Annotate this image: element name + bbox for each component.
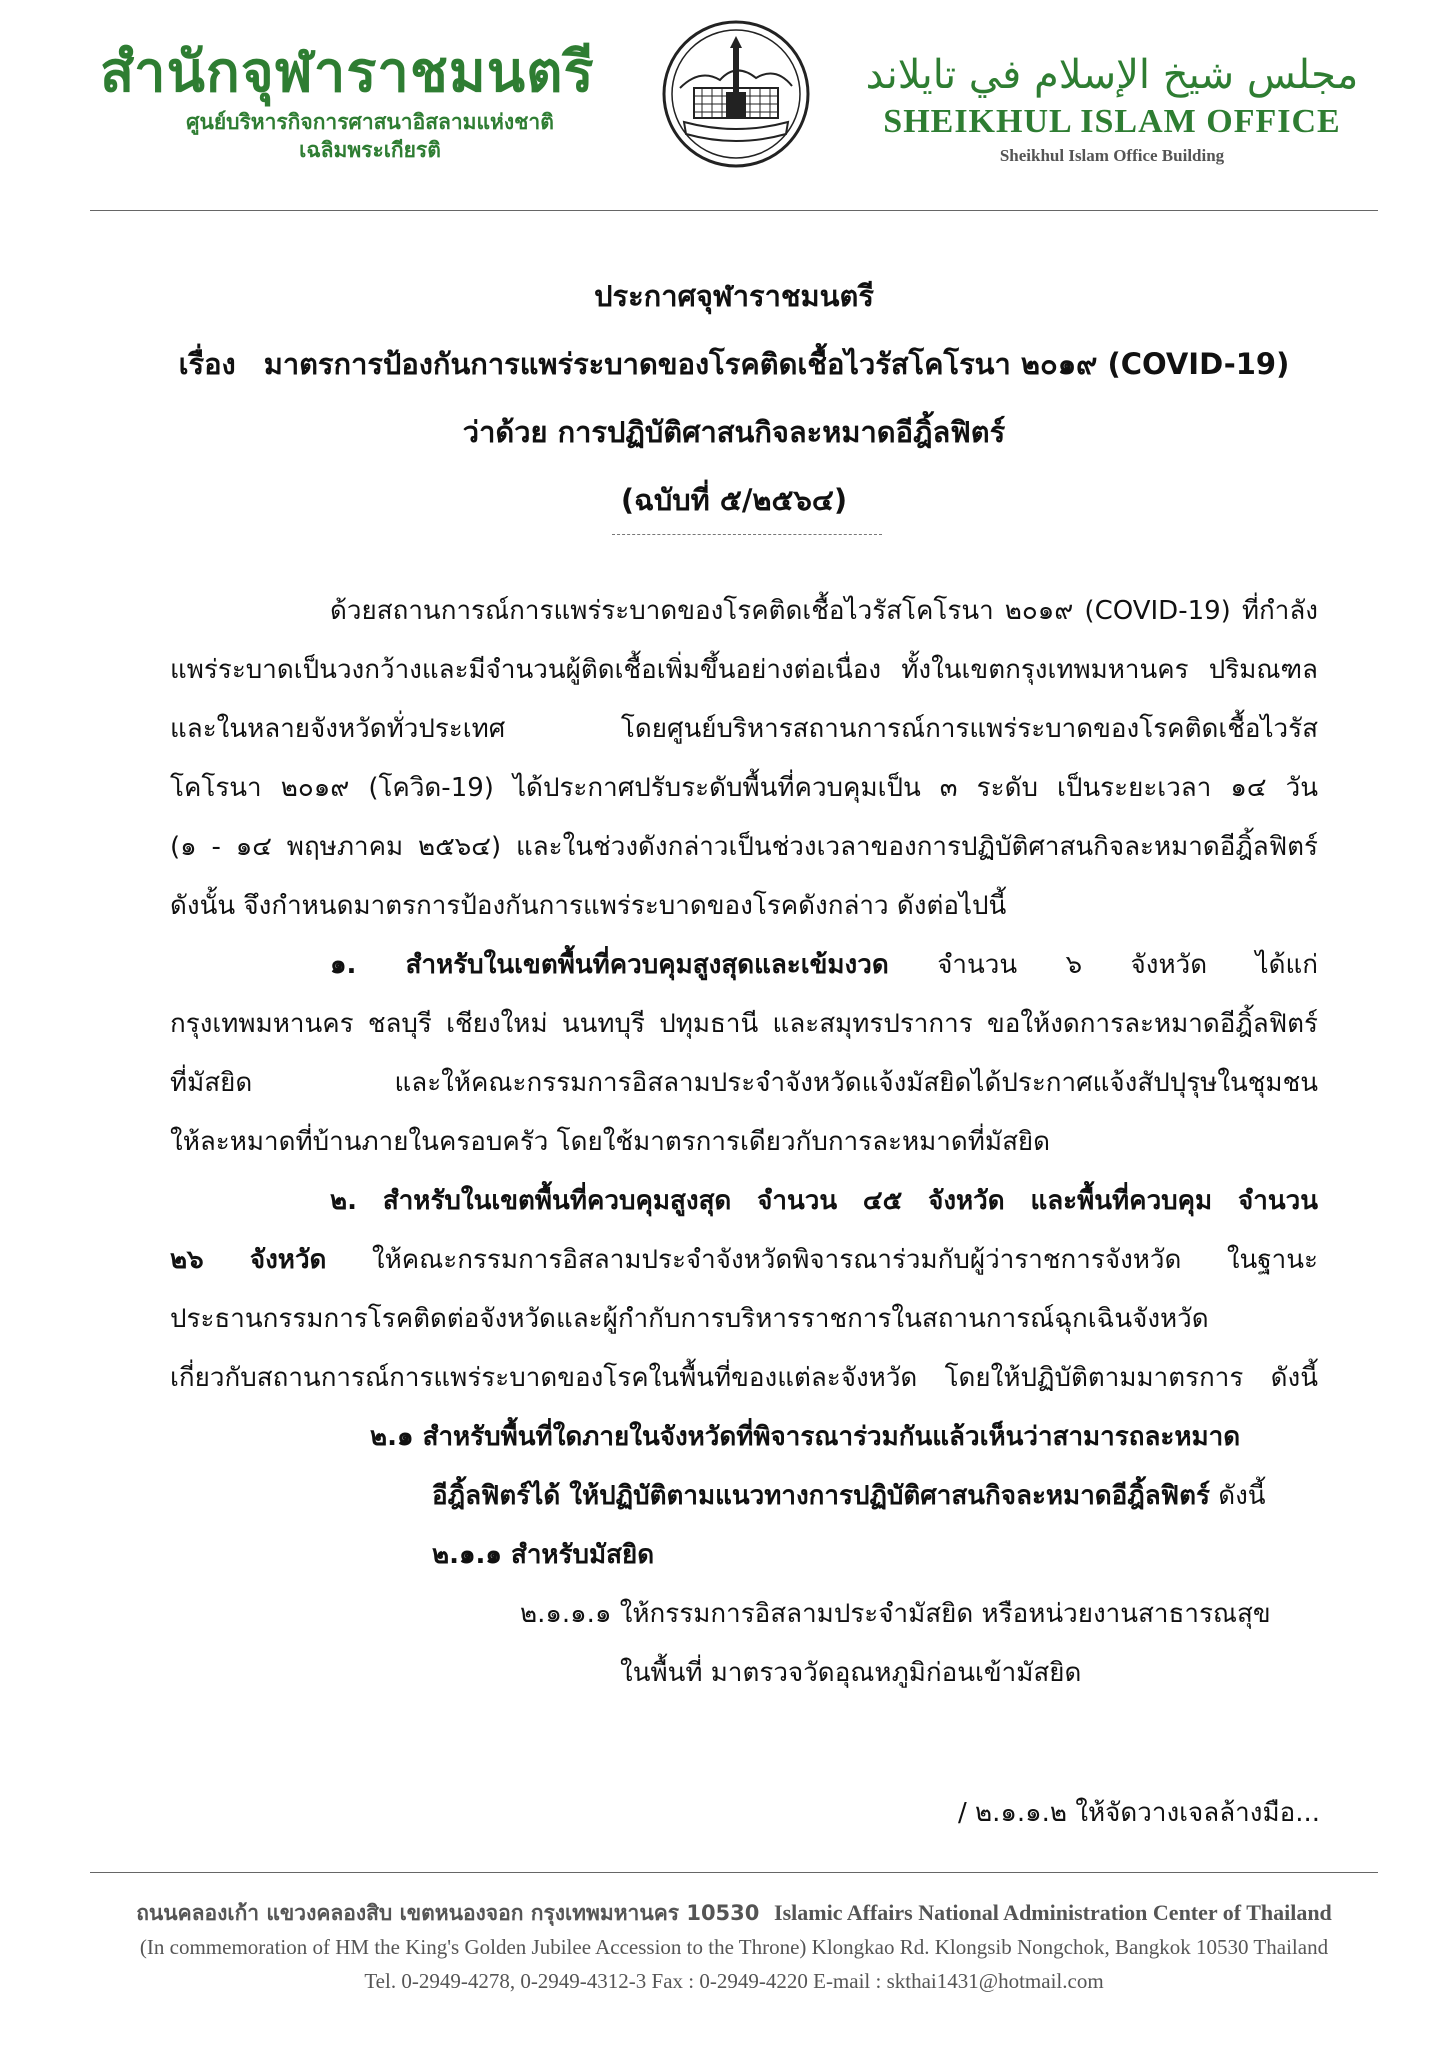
letterhead-thai bbox=[100, 38, 660, 164]
item-2-1-1-heading: ๒.๑.๑ สำหรับมัสยิด bbox=[432, 1540, 655, 1570]
item-1-title: ๑. สำหรับในเขตพื้นที่ควบคุมสูงสุดและเข้มงวด bbox=[330, 950, 889, 980]
item-1-heading bbox=[170, 942, 1318, 1001]
paragraph-line: แพร่ระบาดเป็นวงกว้างและมีจำนวนผู้ติดเชื้อเพิ่มขึ้นอย่างต่อเนื่อง ทั้งในเขตกรุงเทพมหานคร ปริมณฑล bbox=[170, 655, 1318, 685]
announcement-title bbox=[90, 262, 1378, 534]
item-2-province-count: ๒๖ จังหวัด bbox=[170, 1245, 327, 1275]
paragraph-line: กรุงเทพมหานคร ชลบุรี เชียงใหม่ นนทบุรี ปทุมธานี และสมุทรปราการ ขอให้งดการละหมาดอีฎิ้ลฟิตร์ bbox=[170, 1009, 1318, 1039]
office-arabic-name: مجلس شيخ الإسلام في تايلاند bbox=[865, 52, 1359, 98]
paragraph-line: ที่มัสยิด และให้คณะกรรมการอิสลามประจำจังหวัดแจ้งมัสยิดได้ประกาศแจ้งสัปปุรุษในชุมชน bbox=[170, 1068, 1318, 1098]
title-separator bbox=[612, 534, 882, 535]
footer bbox=[90, 1896, 1378, 1998]
office-thai-subtitle-2: เฉลิมพระเกียรติ bbox=[299, 138, 441, 162]
office-seal-logo bbox=[660, 18, 812, 170]
subject-label: เรื่อง bbox=[178, 347, 236, 381]
title-line-1: ประกาศจุฬาราชมนตรี bbox=[594, 279, 874, 313]
office-building-name: Sheikhul Islam Office Building bbox=[999, 146, 1225, 165]
footer-english-address: (In commemoration of HM the King's Golden Jubilee Accession to the Throne) Klongkao Rd. Klongsib Nongchok, Bangkok 10530 Thailand bbox=[139, 1935, 1329, 1959]
letterhead-english bbox=[852, 48, 1372, 170]
header-divider bbox=[90, 210, 1378, 211]
footer-address-line bbox=[90, 1896, 1378, 1930]
item-2-1-1-1-line-1: ๒.๑.๑.๑ ให้กรรมการอิสลามประจำมัสยิด หรือหน่วยงานสาธารณสุข bbox=[520, 1599, 1271, 1629]
title-line-4: (ฉบับที่ ๕/๒๕๖๔) bbox=[620, 483, 848, 517]
paragraph-line: โคโรนา ๒๐๑๙ (โควิด-19) ได้ประกาศปรับระดับพื้นที่ควบคุมเป็น ๓ ระดับ เป็นระยะเวลา ๑๔ วัน bbox=[170, 773, 1318, 803]
paragraph-line: ดังนั้น จึงกำหนดมาตรการป้องกันการแพร่ระบาดของโรคดังกล่าว ดังต่อไปนี้ bbox=[170, 891, 1007, 921]
footer-divider bbox=[90, 1872, 1378, 1873]
item-2-text: ให้คณะกรรมการอิสลามประจำจังหวัดพิจารณาร่วมกับผู้ว่าราชการจังหวัด ในฐานะ bbox=[371, 1245, 1318, 1275]
item-2-line-2 bbox=[170, 1237, 1318, 1296]
office-thai-name: สำนักจุฬาราชมนตรี bbox=[100, 40, 595, 105]
footer-center-name: Islamic Affairs National Administration Center of Thailand bbox=[774, 1900, 1332, 1925]
office-thai-subtitle-1: ศูนย์บริหารกิจการศาสนาอิสลามแห่งชาติ bbox=[186, 110, 554, 134]
footer-thai-address: ถนนคลองเก้า แขวงคลองสิบ เขตหนองจอก กรุงเทพมหานคร 10530 bbox=[136, 1901, 760, 1925]
paragraph-line: ประธานกรรมการโรคติดต่อจังหวัดและผู้กำกับการบริหารราชการในสถานการณ์ฉุกเฉินจังหวัด bbox=[170, 1304, 1209, 1334]
paragraph-line: และในหลายจังหวัดทั่วประเทศ โดยศูนย์บริหารสถานการณ์การแพร่ระบาดของโรคติดเชื้อไวรัส bbox=[170, 714, 1318, 744]
paragraph-line: (๑ - ๑๔ พฤษภาคม ๒๕๖๔) และในช่วงดังกล่าวเป็นช่วงเวลาของการปฏิบัติศาสนกิจละหมาดอีฎิ้ลฟิตร์ bbox=[170, 832, 1318, 862]
footer-contact: Tel. 0-2949-4278, 0-2949-4312-3 Fax : 0-2949-4220 E-mail : skthai1431@hotmail.com bbox=[364, 1969, 1104, 1993]
item-1-text: จำนวน ๖ จังหวัด ได้แก่ bbox=[937, 950, 1318, 980]
item-2-1-text: ดังนี้ bbox=[1218, 1481, 1266, 1511]
title-line-2 bbox=[90, 330, 1378, 398]
paragraph-line: เกี่ยวกับสถานการณ์การแพร่ระบาดของโรคในพื้นที่ของแต่ละจังหวัด โดยให้ปฏิบัติตามมาตรการ ดังนี้ bbox=[170, 1363, 1318, 1393]
item-2-1-bold-text: อีฎิ้ลฟิตร์ได้ ให้ปฏิบัติตามแนวทางการปฏิบัติศาสนกิจละหมาดอีฎิ้ลฟิตร์ bbox=[432, 1481, 1210, 1511]
letterhead bbox=[0, 0, 1448, 215]
announcement-body bbox=[170, 588, 1318, 1709]
item-2-1-1-1-line-2: ในพื้นที่ มาตรวจวัดอุณหภูมิก่อนเข้ามัสยิด bbox=[620, 1658, 1082, 1688]
item-2-heading: ๒. สำหรับในเขตพื้นที่ควบคุมสูงสุด จำนวน ๔๕ จังหวัด และพื้นที่ควบคุม จำนวน bbox=[330, 1186, 1318, 1216]
item-2-1-heading: ๒.๑ สำหรับพื้นที่ใดภายในจังหวัดที่พิจารณาร่วมกันแล้วเห็นว่าสามารถละหมาด bbox=[370, 1422, 1241, 1452]
continuation-note: / ๒.๑.๑.๒ ให้จัดวางเจลล้างมือ... bbox=[957, 1798, 1320, 1828]
paragraph-line: ให้ละหมาดที่บ้านภายในครอบครัว โดยใช้มาตรการเดียวกับการละหมาดที่มัสยิด bbox=[170, 1127, 1051, 1157]
paragraph-line: ด้วยสถานการณ์การแพร่ระบาดของโรคติดเชื้อไวรัสโคโรนา ๒๐๑๙ (COVID-19) ที่กำลัง bbox=[330, 596, 1318, 626]
subject-text: มาตรการป้องกันการแพร่ระบาดของโรคติดเชื้อไวรัสโคโรนา ๒๐๑๙ (COVID-19) bbox=[263, 347, 1290, 381]
item-2-1-line-2 bbox=[170, 1473, 1318, 1532]
office-english-name: SHEIKHUL ISLAM OFFICE bbox=[883, 103, 1341, 140]
title-line-3: ว่าด้วย การปฏิบัติศาสนกิจละหมาดอีฎิ้ลฟิตร์ bbox=[462, 415, 1006, 449]
